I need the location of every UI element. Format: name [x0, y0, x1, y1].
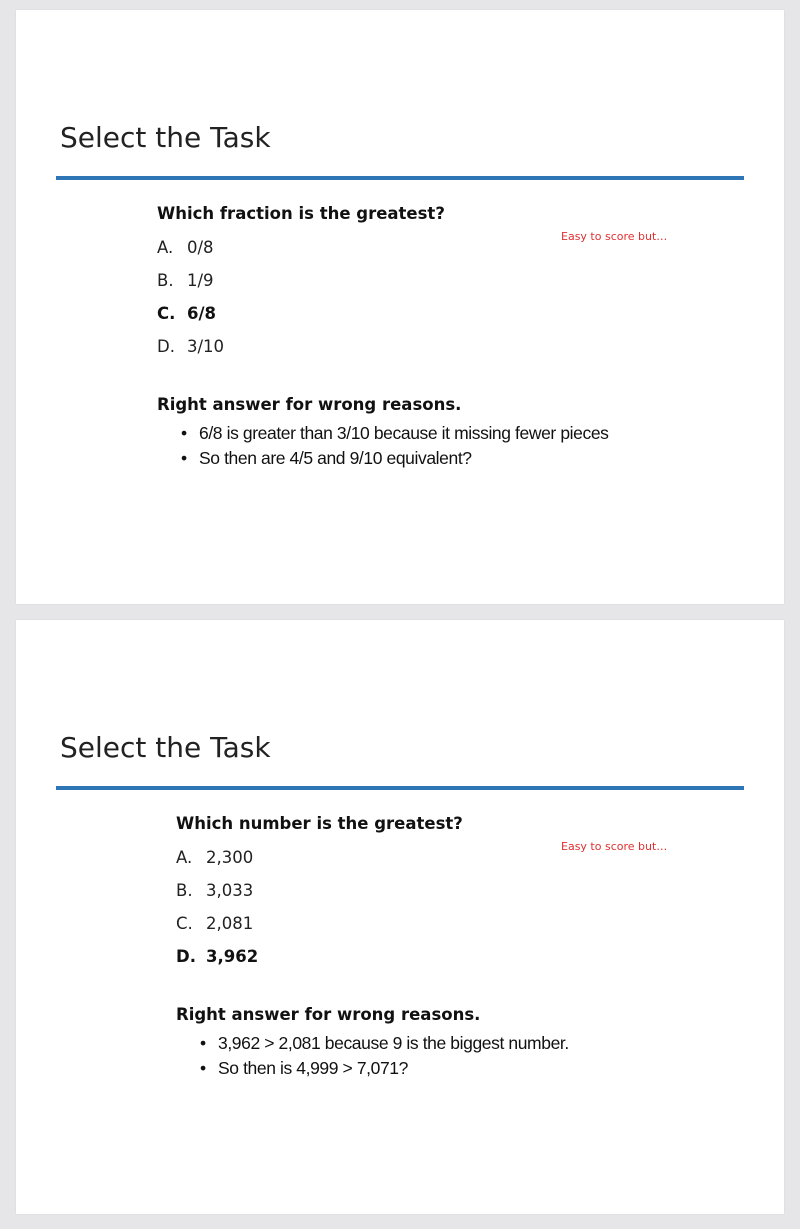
- reason-text: So then are 4/5 and 9/10 equivalent?: [199, 448, 472, 468]
- option-letter: B.: [176, 881, 193, 900]
- reason-item: [200, 1056, 569, 1081]
- option-text: 0/8: [187, 238, 214, 257]
- question-text: Which fraction is the greatest?: [157, 204, 445, 223]
- option-letter: C.: [157, 304, 176, 323]
- bullet-icon: •: [181, 423, 187, 443]
- option-text: 1/9: [187, 271, 214, 290]
- option-letter: B.: [157, 271, 174, 290]
- option-text: 3,033: [206, 881, 254, 900]
- option-text: 3/10: [187, 337, 225, 356]
- slide-title: Select the Task: [60, 731, 271, 764]
- reason-list: [176, 1031, 569, 1081]
- option-letter: C.: [176, 914, 193, 933]
- answer-options: [176, 841, 569, 973]
- reason-item: [181, 421, 609, 446]
- option-d: [157, 330, 609, 363]
- option-text: 2,300: [206, 848, 254, 867]
- question-block: [157, 202, 609, 471]
- option-b: [176, 874, 569, 907]
- slide-fraction-task: [16, 10, 784, 604]
- option-a: [157, 231, 609, 264]
- reason-text: 3,962 > 2,081 because 9 is the biggest number.: [218, 1033, 569, 1053]
- slide-title: Select the Task: [60, 121, 271, 154]
- title-divider: [56, 176, 744, 180]
- bullet-icon: •: [200, 1033, 206, 1053]
- reason-list: [157, 421, 609, 471]
- option-b: [157, 264, 609, 297]
- question-block: [176, 812, 569, 1081]
- scoring-note: Easy to score but…: [561, 840, 668, 853]
- question-text: Which number is the greatest?: [176, 814, 463, 833]
- reason-text: So then is 4,999 > 7,071?: [218, 1058, 408, 1078]
- answer-options: [157, 231, 609, 363]
- option-letter: D.: [157, 337, 175, 356]
- option-c: [157, 297, 609, 330]
- reason-heading: Right answer for wrong reasons.: [176, 1005, 481, 1024]
- option-text: 6/8: [187, 304, 216, 323]
- bullet-icon: •: [181, 448, 187, 468]
- option-letter: A.: [176, 848, 193, 867]
- scoring-note: Easy to score but…: [561, 230, 668, 243]
- reason-item: [181, 446, 609, 471]
- slide-number-task: [16, 620, 784, 1214]
- option-c: [176, 907, 569, 940]
- reason-text: 6/8 is greater than 3/10 because it missing fewer pieces: [199, 423, 609, 443]
- reason-item: [200, 1031, 569, 1056]
- option-text: 3,962: [206, 947, 259, 966]
- title-divider: [56, 786, 744, 790]
- option-letter: A.: [157, 238, 174, 257]
- option-letter: D.: [176, 947, 196, 966]
- option-a: [176, 841, 569, 874]
- option-d: [176, 940, 569, 973]
- option-text: 2,081: [206, 914, 254, 933]
- bullet-icon: •: [200, 1058, 206, 1078]
- reason-heading: Right answer for wrong reasons.: [157, 395, 462, 414]
